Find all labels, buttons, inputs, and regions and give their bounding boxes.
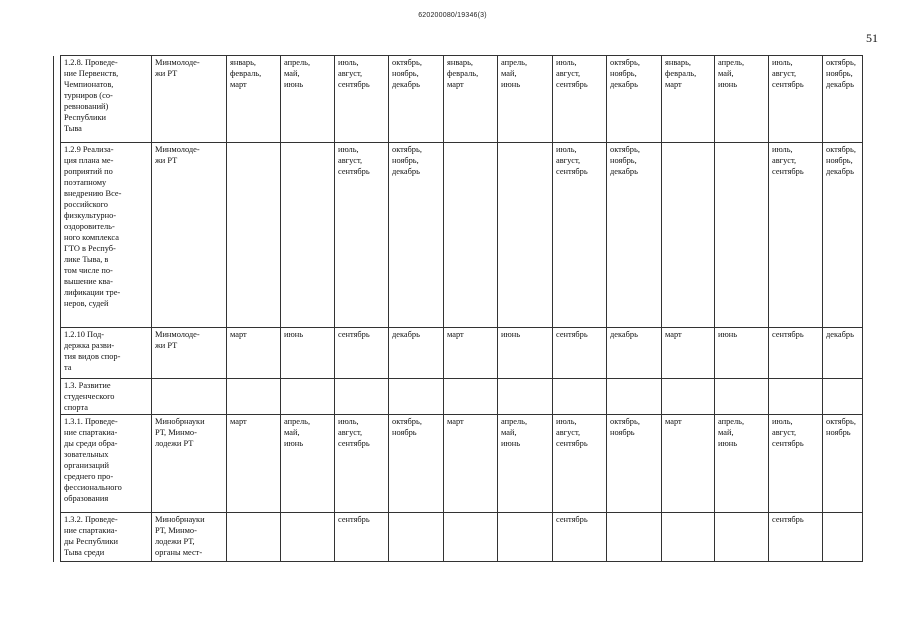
cell-text: сентябрь (338, 167, 370, 176)
period-cell-8 (607, 143, 662, 328)
cell-text: декабрь (826, 330, 854, 339)
period-cell-9 (662, 415, 715, 513)
period-cell-1 (227, 415, 281, 513)
period-cell-11 (769, 143, 823, 328)
period-cell-2 (281, 379, 335, 415)
cell-text: декабрь (392, 80, 420, 89)
period-cell-8 (607, 328, 662, 379)
cell-text: август, (338, 69, 363, 78)
cell-text: Минобрнауки (155, 417, 205, 426)
cell-text: образования (64, 494, 109, 503)
period-cell-6 (498, 513, 553, 562)
cell-text: лификации тре- (64, 288, 121, 297)
cell-text: сентябрь (338, 515, 370, 524)
period-cell-5 (444, 379, 498, 415)
cell-text: неров, судей (64, 299, 109, 308)
cell-text: зовательных (64, 450, 109, 459)
cell-text: сентябрь (772, 515, 804, 524)
cell-text: май, (284, 69, 300, 78)
margin-cell (54, 415, 61, 513)
cell-text: держка разви- (64, 341, 115, 350)
cell-text: сентябрь (556, 80, 588, 89)
period-cell-8 (607, 513, 662, 562)
margin-cell (54, 56, 61, 143)
period-cell-5 (444, 143, 498, 328)
period-cell-3 (335, 143, 389, 328)
margin-cell (54, 143, 61, 328)
cell-text: РТ, Минмо- (155, 526, 197, 535)
cell-text: май, (501, 69, 517, 78)
cell-text: 1.2.8. Проведе- (64, 58, 118, 67)
table-row (54, 328, 863, 379)
cell-text: август, (556, 428, 581, 437)
period-cell-7 (553, 513, 607, 562)
period-cell-3 (335, 56, 389, 143)
cell-text: сентябрь (772, 330, 804, 339)
table-row (54, 415, 863, 513)
cell-text: ние Первенств, (64, 69, 119, 78)
cell-text: январь, (665, 58, 691, 67)
period-cell-3 (335, 328, 389, 379)
cell-text: октябрь, (392, 58, 422, 67)
executor-cell (152, 56, 227, 143)
cell-text: август, (772, 156, 797, 165)
period-cell-9 (662, 379, 715, 415)
cell-text: РТ, Минмо- (155, 428, 197, 437)
cell-text: сентябрь (556, 515, 588, 524)
cell-text: январь, (230, 58, 256, 67)
cell-text: декабрь (610, 330, 638, 339)
cell-text: июнь (284, 80, 304, 89)
period-cell-6 (498, 415, 553, 513)
cell-text: жи РТ (155, 69, 178, 78)
period-cell-9 (662, 513, 715, 562)
cell-text: сентябрь (772, 167, 804, 176)
cell-text: декабрь (392, 167, 420, 176)
cell-text: лодежи РТ, (155, 537, 195, 546)
period-cell-2 (281, 143, 335, 328)
document-id: 620200080/19346(3) (418, 12, 487, 19)
period-cell-10 (715, 143, 769, 328)
cell-text: российского (64, 200, 108, 209)
cell-text: март (665, 330, 682, 339)
cell-text: внедрению Все- (64, 189, 122, 198)
page-number: 51 (866, 31, 878, 45)
cell-text: март (230, 80, 247, 89)
cell-text: октябрь, (826, 145, 856, 154)
period-cell-11 (769, 513, 823, 562)
cell-text: ГТО в Респуб- (64, 244, 116, 253)
period-cell-11 (769, 415, 823, 513)
period-cell-9 (662, 56, 715, 143)
activity-name-cell (61, 379, 152, 415)
period-cell-11 (769, 379, 823, 415)
cell-text: ноябрь, (826, 69, 853, 78)
margin-cell (54, 513, 61, 562)
activity-name-cell (61, 328, 152, 379)
cell-text: Тыва (64, 124, 82, 133)
activity-name-cell (61, 56, 152, 143)
cell-text: организаций (64, 461, 109, 470)
cell-text: студенческого (64, 392, 115, 401)
period-cell-9 (662, 328, 715, 379)
cell-text: август, (338, 156, 363, 165)
cell-text: апрель, (501, 58, 528, 67)
period-cell-12 (823, 513, 863, 562)
cell-text: апрель, (718, 417, 745, 426)
cell-text: июнь (718, 439, 738, 448)
cell-text: февраль, (447, 69, 479, 78)
period-cell-6 (498, 56, 553, 143)
cell-text: сентябрь (772, 80, 804, 89)
period-cell-12 (823, 56, 863, 143)
cell-text: октябрь, (610, 145, 640, 154)
period-cell-12 (823, 328, 863, 379)
period-cell-1 (227, 513, 281, 562)
period-cell-2 (281, 513, 335, 562)
cell-text: та (64, 363, 72, 372)
period-cell-10 (715, 56, 769, 143)
executor-cell (152, 143, 227, 328)
cell-text: июль, (556, 145, 577, 154)
cell-text: август, (772, 69, 797, 78)
cell-text: жи РТ (155, 341, 178, 350)
cell-text: октябрь, (392, 145, 422, 154)
cell-text: март (447, 417, 464, 426)
period-cell-12 (823, 415, 863, 513)
activity-name-cell (61, 415, 152, 513)
cell-text: ревнований) (64, 102, 109, 111)
cell-text: тия видов спор- (64, 352, 121, 361)
cell-text: сентябрь (338, 80, 370, 89)
period-cell-1 (227, 328, 281, 379)
cell-text: турниров (со- (64, 91, 113, 100)
cell-text: март (230, 417, 247, 426)
cell-text: июль, (556, 417, 577, 426)
cell-text: сентябрь (772, 439, 804, 448)
cell-text: ция плана ме- (64, 156, 114, 165)
period-cell-5 (444, 415, 498, 513)
cell-text: органы мест- (155, 548, 203, 557)
period-cell-5 (444, 513, 498, 562)
cell-text: июль, (556, 58, 577, 67)
cell-text: ние спартакиа- (64, 526, 118, 535)
executor-cell (152, 379, 227, 415)
period-cell-6 (498, 143, 553, 328)
cell-text: октябрь, (826, 58, 856, 67)
cell-text: август, (556, 156, 581, 165)
period-cell-10 (715, 415, 769, 513)
cell-text: физкультурно- (64, 211, 117, 220)
cell-text: ды Республики (64, 537, 118, 546)
table-row (54, 513, 863, 562)
period-cell-7 (553, 328, 607, 379)
cell-text: ноябрь, (610, 156, 637, 165)
cell-text: октябрь, (610, 417, 640, 426)
cell-text: ноябрь (610, 428, 635, 437)
period-cell-1 (227, 143, 281, 328)
cell-text: август, (338, 428, 363, 437)
cell-text: ноябрь, (610, 69, 637, 78)
cell-text: июль, (772, 417, 793, 426)
cell-text: октябрь, (826, 417, 856, 426)
cell-text: Тыва среди (64, 548, 105, 557)
cell-text: июнь (501, 439, 521, 448)
period-cell-10 (715, 513, 769, 562)
cell-text: июль, (772, 58, 793, 67)
cell-text: май, (501, 428, 517, 437)
period-cell-3 (335, 415, 389, 513)
cell-text: март (447, 330, 464, 339)
cell-text: март (230, 330, 247, 339)
cell-text: поэтапному (64, 178, 107, 187)
period-cell-4 (389, 56, 444, 143)
cell-text: Минмолоде- (155, 330, 200, 339)
cell-text: сентябрь (556, 439, 588, 448)
cell-text: сентябрь (556, 330, 588, 339)
cell-text: Минмолоде- (155, 58, 200, 67)
cell-text: июнь (501, 80, 521, 89)
cell-text: апрель, (284, 58, 311, 67)
cell-text: июнь (284, 330, 304, 339)
cell-text: 1.2.9 Реализа- (64, 145, 114, 154)
margin-cell (54, 328, 61, 379)
period-cell-4 (389, 328, 444, 379)
cell-text: 1.3.1. Проведе- (64, 417, 118, 426)
cell-text: жи РТ (155, 156, 178, 165)
period-cell-7 (553, 56, 607, 143)
period-cell-7 (553, 415, 607, 513)
cell-text: июль, (338, 145, 359, 154)
cell-text: ноябрь (392, 428, 417, 437)
cell-text: май, (284, 428, 300, 437)
cell-text: апрель, (718, 58, 745, 67)
period-cell-8 (607, 379, 662, 415)
period-cell-4 (389, 143, 444, 328)
activity-name-cell (61, 143, 152, 328)
margin-cell (54, 379, 61, 415)
period-cell-1 (227, 379, 281, 415)
period-cell-2 (281, 328, 335, 379)
cell-text: ние спартакиа- (64, 428, 118, 437)
cell-text: октябрь, (392, 417, 422, 426)
cell-text: декабрь (826, 80, 854, 89)
cell-text: 1.2.10 Под- (64, 330, 105, 339)
cell-text: март (665, 417, 682, 426)
cell-text: март (447, 80, 464, 89)
cell-text: среднего про- (64, 472, 114, 481)
cell-text: 1.3. Развитие (64, 381, 111, 390)
cell-text: сентябрь (338, 330, 370, 339)
period-cell-12 (823, 143, 863, 328)
period-cell-11 (769, 328, 823, 379)
table-row (54, 379, 863, 415)
period-cell-12 (823, 379, 863, 415)
cell-text: октябрь, (610, 58, 640, 67)
period-cell-6 (498, 328, 553, 379)
cell-text: ноябрь, (392, 69, 419, 78)
cell-text: лике Тыва, в (64, 255, 109, 264)
executor-cell (152, 415, 227, 513)
cell-text: вышение ква- (64, 277, 113, 286)
cell-text: февраль, (665, 69, 697, 78)
period-cell-7 (553, 143, 607, 328)
cell-text: декабрь (610, 80, 638, 89)
cell-text: лодежи РТ (155, 439, 194, 448)
cell-text: спорта (64, 403, 88, 412)
cell-text: июль, (338, 417, 359, 426)
cell-text: декабрь (392, 330, 420, 339)
period-cell-3 (335, 379, 389, 415)
period-cell-8 (607, 415, 662, 513)
cell-text: 1.3.2. Проведе- (64, 515, 118, 524)
period-cell-4 (389, 513, 444, 562)
cell-text: Республики (64, 113, 107, 122)
cell-text: том числе по- (64, 266, 113, 275)
cell-text: ды среди обра- (64, 439, 118, 448)
cell-text: февраль, (230, 69, 262, 78)
executor-cell (152, 328, 227, 379)
table-row (54, 143, 863, 328)
cell-text: март (665, 80, 682, 89)
cell-text: ного комплекса (64, 233, 119, 242)
executor-cell (152, 513, 227, 562)
cell-text: июнь (718, 80, 738, 89)
cell-text: июль, (338, 58, 359, 67)
cell-text: ноябрь, (392, 156, 419, 165)
cell-text: оздоровитель- (64, 222, 115, 231)
cell-text: ноябрь (826, 428, 851, 437)
schedule-table (53, 55, 863, 562)
cell-text: сентябрь (556, 167, 588, 176)
cell-text: июнь (718, 330, 738, 339)
period-cell-5 (444, 56, 498, 143)
cell-text: декабрь (826, 167, 854, 176)
period-cell-2 (281, 415, 335, 513)
period-cell-5 (444, 328, 498, 379)
period-cell-4 (389, 415, 444, 513)
table-row (54, 56, 863, 143)
cell-text: Чемпионатов, (64, 80, 114, 89)
period-cell-2 (281, 56, 335, 143)
cell-text: Минмолоде- (155, 145, 200, 154)
period-cell-11 (769, 56, 823, 143)
cell-text: Минобрнауки (155, 515, 205, 524)
period-cell-9 (662, 143, 715, 328)
cell-text: роприятий по (64, 167, 113, 176)
period-cell-6 (498, 379, 553, 415)
cell-text: август, (556, 69, 581, 78)
activity-name-cell (61, 513, 152, 562)
cell-text: январь, (447, 58, 473, 67)
cell-text: апрель, (501, 417, 528, 426)
cell-text: июнь (284, 439, 304, 448)
period-cell-7 (553, 379, 607, 415)
cell-text: сентябрь (338, 439, 370, 448)
cell-text: ноябрь, (826, 156, 853, 165)
cell-text: май, (718, 69, 734, 78)
cell-text: май, (718, 428, 734, 437)
period-cell-4 (389, 379, 444, 415)
cell-text: июль, (772, 145, 793, 154)
cell-text: август, (772, 428, 797, 437)
cell-text: июнь (501, 330, 521, 339)
period-cell-1 (227, 56, 281, 143)
period-cell-10 (715, 379, 769, 415)
period-cell-8 (607, 56, 662, 143)
period-cell-3 (335, 513, 389, 562)
period-cell-10 (715, 328, 769, 379)
cell-text: фессионального (64, 483, 122, 492)
cell-text: апрель, (284, 417, 311, 426)
cell-text: декабрь (610, 167, 638, 176)
